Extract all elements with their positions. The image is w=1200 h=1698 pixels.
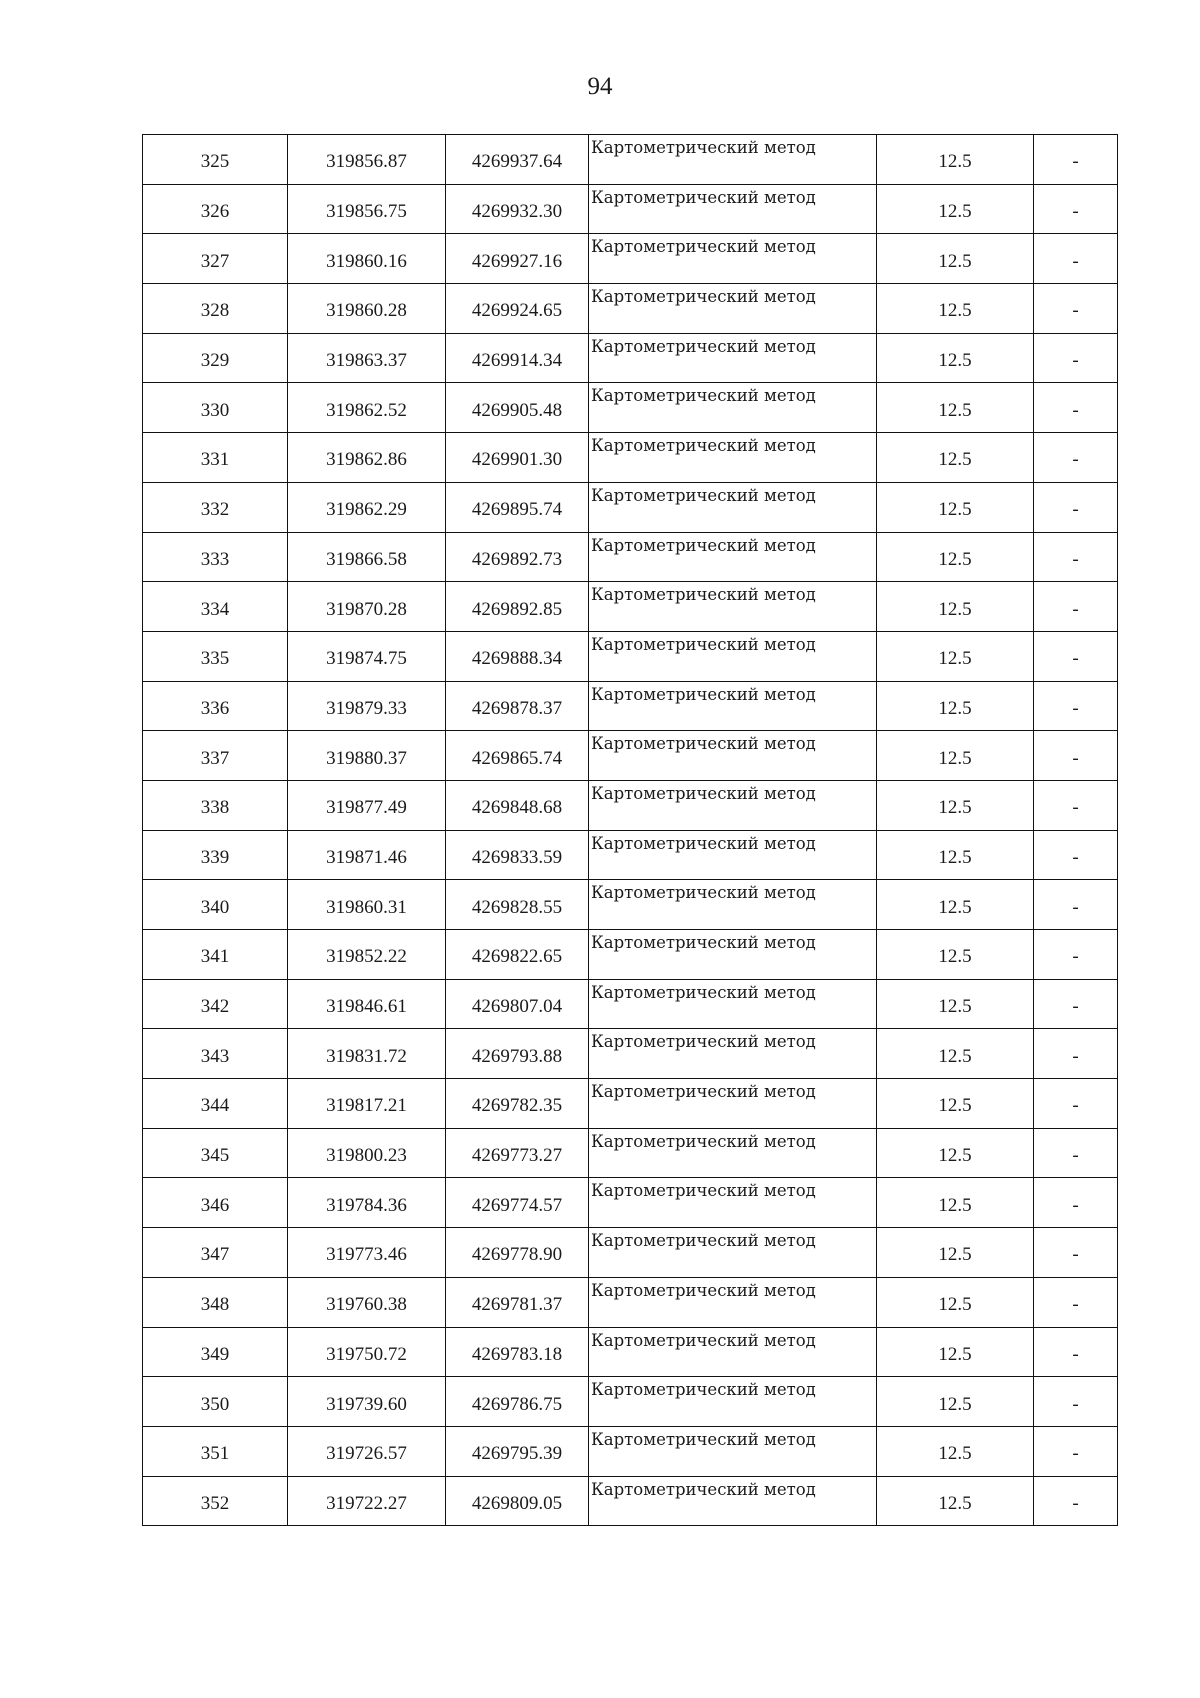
- table-row: [143, 631, 1118, 681]
- coordinate-y-cell: 4269773.27: [446, 1128, 589, 1178]
- coordinate-y-cell: 4269901.30: [446, 433, 589, 483]
- accuracy-cell: 12.5: [877, 1128, 1034, 1178]
- table-row: [143, 1178, 1118, 1228]
- point-number-cell: 326: [143, 184, 288, 234]
- note-cell: -: [1034, 880, 1118, 930]
- point-number-cell: 339: [143, 830, 288, 880]
- note-cell: -: [1034, 1228, 1118, 1278]
- note-cell: -: [1034, 1128, 1118, 1178]
- point-number-cell: 332: [143, 482, 288, 532]
- coordinate-x-cell: 319862.52: [288, 383, 446, 433]
- table-row: [143, 1277, 1118, 1327]
- table-row: [143, 582, 1118, 632]
- accuracy-cell: 12.5: [877, 1029, 1034, 1079]
- accuracy-cell: 12.5: [877, 880, 1034, 930]
- coordinate-y-cell: 4269774.57: [446, 1178, 589, 1228]
- table-row: [143, 1029, 1118, 1079]
- coordinate-x-cell: 319870.28: [288, 582, 446, 632]
- coordinates-table: [142, 134, 1118, 1526]
- method-cell: Картометрический метод: [589, 1377, 877, 1427]
- coordinate-y-cell: 4269822.65: [446, 930, 589, 980]
- table-row: [143, 731, 1118, 781]
- method-cell: Картометрический метод: [589, 1079, 877, 1129]
- accuracy-cell: 12.5: [877, 482, 1034, 532]
- coordinate-x-cell: 319866.58: [288, 532, 446, 582]
- table-row: [143, 930, 1118, 980]
- table-row: [143, 681, 1118, 731]
- point-number-cell: 349: [143, 1327, 288, 1377]
- table-row: [143, 383, 1118, 433]
- coordinate-y-cell: 4269828.55: [446, 880, 589, 930]
- method-cell: Картометрический метод: [589, 1228, 877, 1278]
- note-cell: -: [1034, 184, 1118, 234]
- method-cell: Картометрический метод: [589, 979, 877, 1029]
- coordinate-x-cell: 319760.38: [288, 1277, 446, 1327]
- method-cell: Картометрический метод: [589, 780, 877, 830]
- table-row: [143, 482, 1118, 532]
- point-number-cell: 335: [143, 631, 288, 681]
- point-number-cell: 346: [143, 1178, 288, 1228]
- coordinate-x-cell: 319856.87: [288, 135, 446, 185]
- table-row: [143, 234, 1118, 284]
- table-row: [143, 284, 1118, 334]
- method-cell: Картометрический метод: [589, 284, 877, 334]
- note-cell: -: [1034, 631, 1118, 681]
- accuracy-cell: 12.5: [877, 681, 1034, 731]
- method-cell: Картометрический метод: [589, 631, 877, 681]
- accuracy-cell: 12.5: [877, 731, 1034, 781]
- coordinate-y-cell: 4269895.74: [446, 482, 589, 532]
- coordinate-y-cell: 4269892.73: [446, 532, 589, 582]
- table-row: [143, 1228, 1118, 1278]
- method-cell: Картометрический метод: [589, 930, 877, 980]
- note-cell: -: [1034, 1327, 1118, 1377]
- coordinate-x-cell: 319871.46: [288, 830, 446, 880]
- note-cell: -: [1034, 532, 1118, 582]
- accuracy-cell: 12.5: [877, 383, 1034, 433]
- method-cell: Картометрический метод: [589, 582, 877, 632]
- accuracy-cell: 12.5: [877, 1327, 1034, 1377]
- page-number: 94: [587, 73, 613, 100]
- note-cell: -: [1034, 1426, 1118, 1476]
- coordinate-y-cell: 4269865.74: [446, 731, 589, 781]
- coordinate-x-cell: 319862.86: [288, 433, 446, 483]
- coordinate-y-cell: 4269782.35: [446, 1079, 589, 1129]
- point-number-cell: 345: [143, 1128, 288, 1178]
- method-cell: Картометрический метод: [589, 383, 877, 433]
- coordinate-y-cell: 4269781.37: [446, 1277, 589, 1327]
- point-number-cell: 344: [143, 1079, 288, 1129]
- coordinate-x-cell: 319860.16: [288, 234, 446, 284]
- coordinate-y-cell: 4269892.85: [446, 582, 589, 632]
- note-cell: -: [1034, 1079, 1118, 1129]
- point-number-cell: 338: [143, 780, 288, 830]
- point-number-cell: 336: [143, 681, 288, 731]
- note-cell: -: [1034, 1476, 1118, 1526]
- coordinate-x-cell: 319750.72: [288, 1327, 446, 1377]
- coordinate-y-cell: 4269783.18: [446, 1327, 589, 1377]
- coordinate-y-cell: 4269795.39: [446, 1426, 589, 1476]
- coordinate-y-cell: 4269937.64: [446, 135, 589, 185]
- coordinate-y-cell: 4269848.68: [446, 780, 589, 830]
- accuracy-cell: 12.5: [877, 135, 1034, 185]
- point-number-cell: 351: [143, 1426, 288, 1476]
- accuracy-cell: 12.5: [877, 184, 1034, 234]
- note-cell: -: [1034, 731, 1118, 781]
- table-row: [143, 135, 1118, 185]
- table-row: [143, 333, 1118, 383]
- note-cell: -: [1034, 1277, 1118, 1327]
- coordinate-x-cell: 319831.72: [288, 1029, 446, 1079]
- coordinate-x-cell: 319726.57: [288, 1426, 446, 1476]
- coordinate-x-cell: 319877.49: [288, 780, 446, 830]
- table-row: [143, 1327, 1118, 1377]
- coordinate-x-cell: 319860.28: [288, 284, 446, 334]
- accuracy-cell: 12.5: [877, 979, 1034, 1029]
- note-cell: -: [1034, 681, 1118, 731]
- note-cell: -: [1034, 1377, 1118, 1427]
- coordinate-y-cell: 4269807.04: [446, 979, 589, 1029]
- table-row: [143, 1476, 1118, 1526]
- coordinate-x-cell: 319879.33: [288, 681, 446, 731]
- table-row: [143, 532, 1118, 582]
- accuracy-cell: 12.5: [877, 780, 1034, 830]
- point-number-cell: 340: [143, 880, 288, 930]
- accuracy-cell: 12.5: [877, 1228, 1034, 1278]
- point-number-cell: 327: [143, 234, 288, 284]
- table-row: [143, 1079, 1118, 1129]
- method-cell: Картометрический метод: [589, 1327, 877, 1377]
- coordinate-x-cell: 319856.75: [288, 184, 446, 234]
- accuracy-cell: 12.5: [877, 631, 1034, 681]
- coordinate-y-cell: 4269888.34: [446, 631, 589, 681]
- accuracy-cell: 12.5: [877, 1277, 1034, 1327]
- coordinate-y-cell: 4269914.34: [446, 333, 589, 383]
- note-cell: -: [1034, 582, 1118, 632]
- accuracy-cell: 12.5: [877, 1377, 1034, 1427]
- point-number-cell: 330: [143, 383, 288, 433]
- point-number-cell: 350: [143, 1377, 288, 1427]
- note-cell: -: [1034, 383, 1118, 433]
- method-cell: Картометрический метод: [589, 681, 877, 731]
- method-cell: Картометрический метод: [589, 1029, 877, 1079]
- table-row: [143, 1377, 1118, 1427]
- note-cell: -: [1034, 135, 1118, 185]
- note-cell: -: [1034, 1178, 1118, 1228]
- note-cell: -: [1034, 1029, 1118, 1079]
- method-cell: Картометрический метод: [589, 731, 877, 781]
- accuracy-cell: 12.5: [877, 582, 1034, 632]
- coordinate-x-cell: 319860.31: [288, 880, 446, 930]
- coordinate-y-cell: 4269778.90: [446, 1228, 589, 1278]
- coordinate-y-cell: 4269905.48: [446, 383, 589, 433]
- table-row: [143, 880, 1118, 930]
- point-number-cell: 341: [143, 930, 288, 980]
- coordinate-x-cell: 319874.75: [288, 631, 446, 681]
- note-cell: -: [1034, 482, 1118, 532]
- point-number-cell: 352: [143, 1476, 288, 1526]
- coordinate-y-cell: 4269924.65: [446, 284, 589, 334]
- note-cell: -: [1034, 234, 1118, 284]
- coordinate-y-cell: 4269932.30: [446, 184, 589, 234]
- note-cell: -: [1034, 930, 1118, 980]
- accuracy-cell: 12.5: [877, 830, 1034, 880]
- coordinate-x-cell: 319817.21: [288, 1079, 446, 1129]
- table-row: [143, 1426, 1118, 1476]
- method-cell: Картометрический метод: [589, 333, 877, 383]
- point-number-cell: 343: [143, 1029, 288, 1079]
- table-row: [143, 979, 1118, 1029]
- accuracy-cell: 12.5: [877, 333, 1034, 383]
- point-number-cell: 348: [143, 1277, 288, 1327]
- accuracy-cell: 12.5: [877, 433, 1034, 483]
- accuracy-cell: 12.5: [877, 234, 1034, 284]
- coordinate-x-cell: 319722.27: [288, 1476, 446, 1526]
- coordinate-y-cell: 4269786.75: [446, 1377, 589, 1427]
- table-row: [143, 433, 1118, 483]
- method-cell: Картометрический метод: [589, 1426, 877, 1476]
- point-number-cell: 342: [143, 979, 288, 1029]
- table-row: [143, 184, 1118, 234]
- method-cell: Картометрический метод: [589, 1178, 877, 1228]
- table-row: [143, 1128, 1118, 1178]
- coordinate-x-cell: 319862.29: [288, 482, 446, 532]
- method-cell: Картометрический метод: [589, 1476, 877, 1526]
- point-number-cell: 329: [143, 333, 288, 383]
- method-cell: Картометрический метод: [589, 184, 877, 234]
- coordinate-x-cell: 319784.36: [288, 1178, 446, 1228]
- point-number-cell: 331: [143, 433, 288, 483]
- coordinate-x-cell: 319852.22: [288, 930, 446, 980]
- note-cell: -: [1034, 830, 1118, 880]
- accuracy-cell: 12.5: [877, 1178, 1034, 1228]
- coordinate-x-cell: 319739.60: [288, 1377, 446, 1427]
- method-cell: Картометрический метод: [589, 482, 877, 532]
- coordinate-x-cell: 319800.23: [288, 1128, 446, 1178]
- coordinate-x-cell: 319863.37: [288, 333, 446, 383]
- point-number-cell: 328: [143, 284, 288, 334]
- note-cell: -: [1034, 333, 1118, 383]
- note-cell: -: [1034, 979, 1118, 1029]
- coordinates-table-body: [143, 135, 1118, 1526]
- coordinate-y-cell: 4269878.37: [446, 681, 589, 731]
- method-cell: Картометрический метод: [589, 1128, 877, 1178]
- method-cell: Картометрический метод: [589, 532, 877, 582]
- accuracy-cell: 12.5: [877, 1476, 1034, 1526]
- point-number-cell: 347: [143, 1228, 288, 1278]
- note-cell: -: [1034, 284, 1118, 334]
- coordinate-x-cell: 319773.46: [288, 1228, 446, 1278]
- method-cell: Картометрический метод: [589, 234, 877, 284]
- accuracy-cell: 12.5: [877, 1426, 1034, 1476]
- note-cell: -: [1034, 780, 1118, 830]
- table-row: [143, 780, 1118, 830]
- coordinate-x-cell: 319880.37: [288, 731, 446, 781]
- accuracy-cell: 12.5: [877, 930, 1034, 980]
- note-cell: -: [1034, 433, 1118, 483]
- coordinate-y-cell: 4269809.05: [446, 1476, 589, 1526]
- accuracy-cell: 12.5: [877, 284, 1034, 334]
- method-cell: Картометрический метод: [589, 135, 877, 185]
- point-number-cell: 325: [143, 135, 288, 185]
- method-cell: Картометрический метод: [589, 433, 877, 483]
- method-cell: Картометрический метод: [589, 880, 877, 930]
- table-row: [143, 830, 1118, 880]
- method-cell: Картометрический метод: [589, 830, 877, 880]
- coordinate-y-cell: 4269927.16: [446, 234, 589, 284]
- coordinate-x-cell: 319846.61: [288, 979, 446, 1029]
- coordinate-y-cell: 4269793.88: [446, 1029, 589, 1079]
- point-number-cell: 337: [143, 731, 288, 781]
- method-cell: Картометрический метод: [589, 1277, 877, 1327]
- coordinate-y-cell: 4269833.59: [446, 830, 589, 880]
- point-number-cell: 334: [143, 582, 288, 632]
- point-number-cell: 333: [143, 532, 288, 582]
- accuracy-cell: 12.5: [877, 532, 1034, 582]
- accuracy-cell: 12.5: [877, 1079, 1034, 1129]
